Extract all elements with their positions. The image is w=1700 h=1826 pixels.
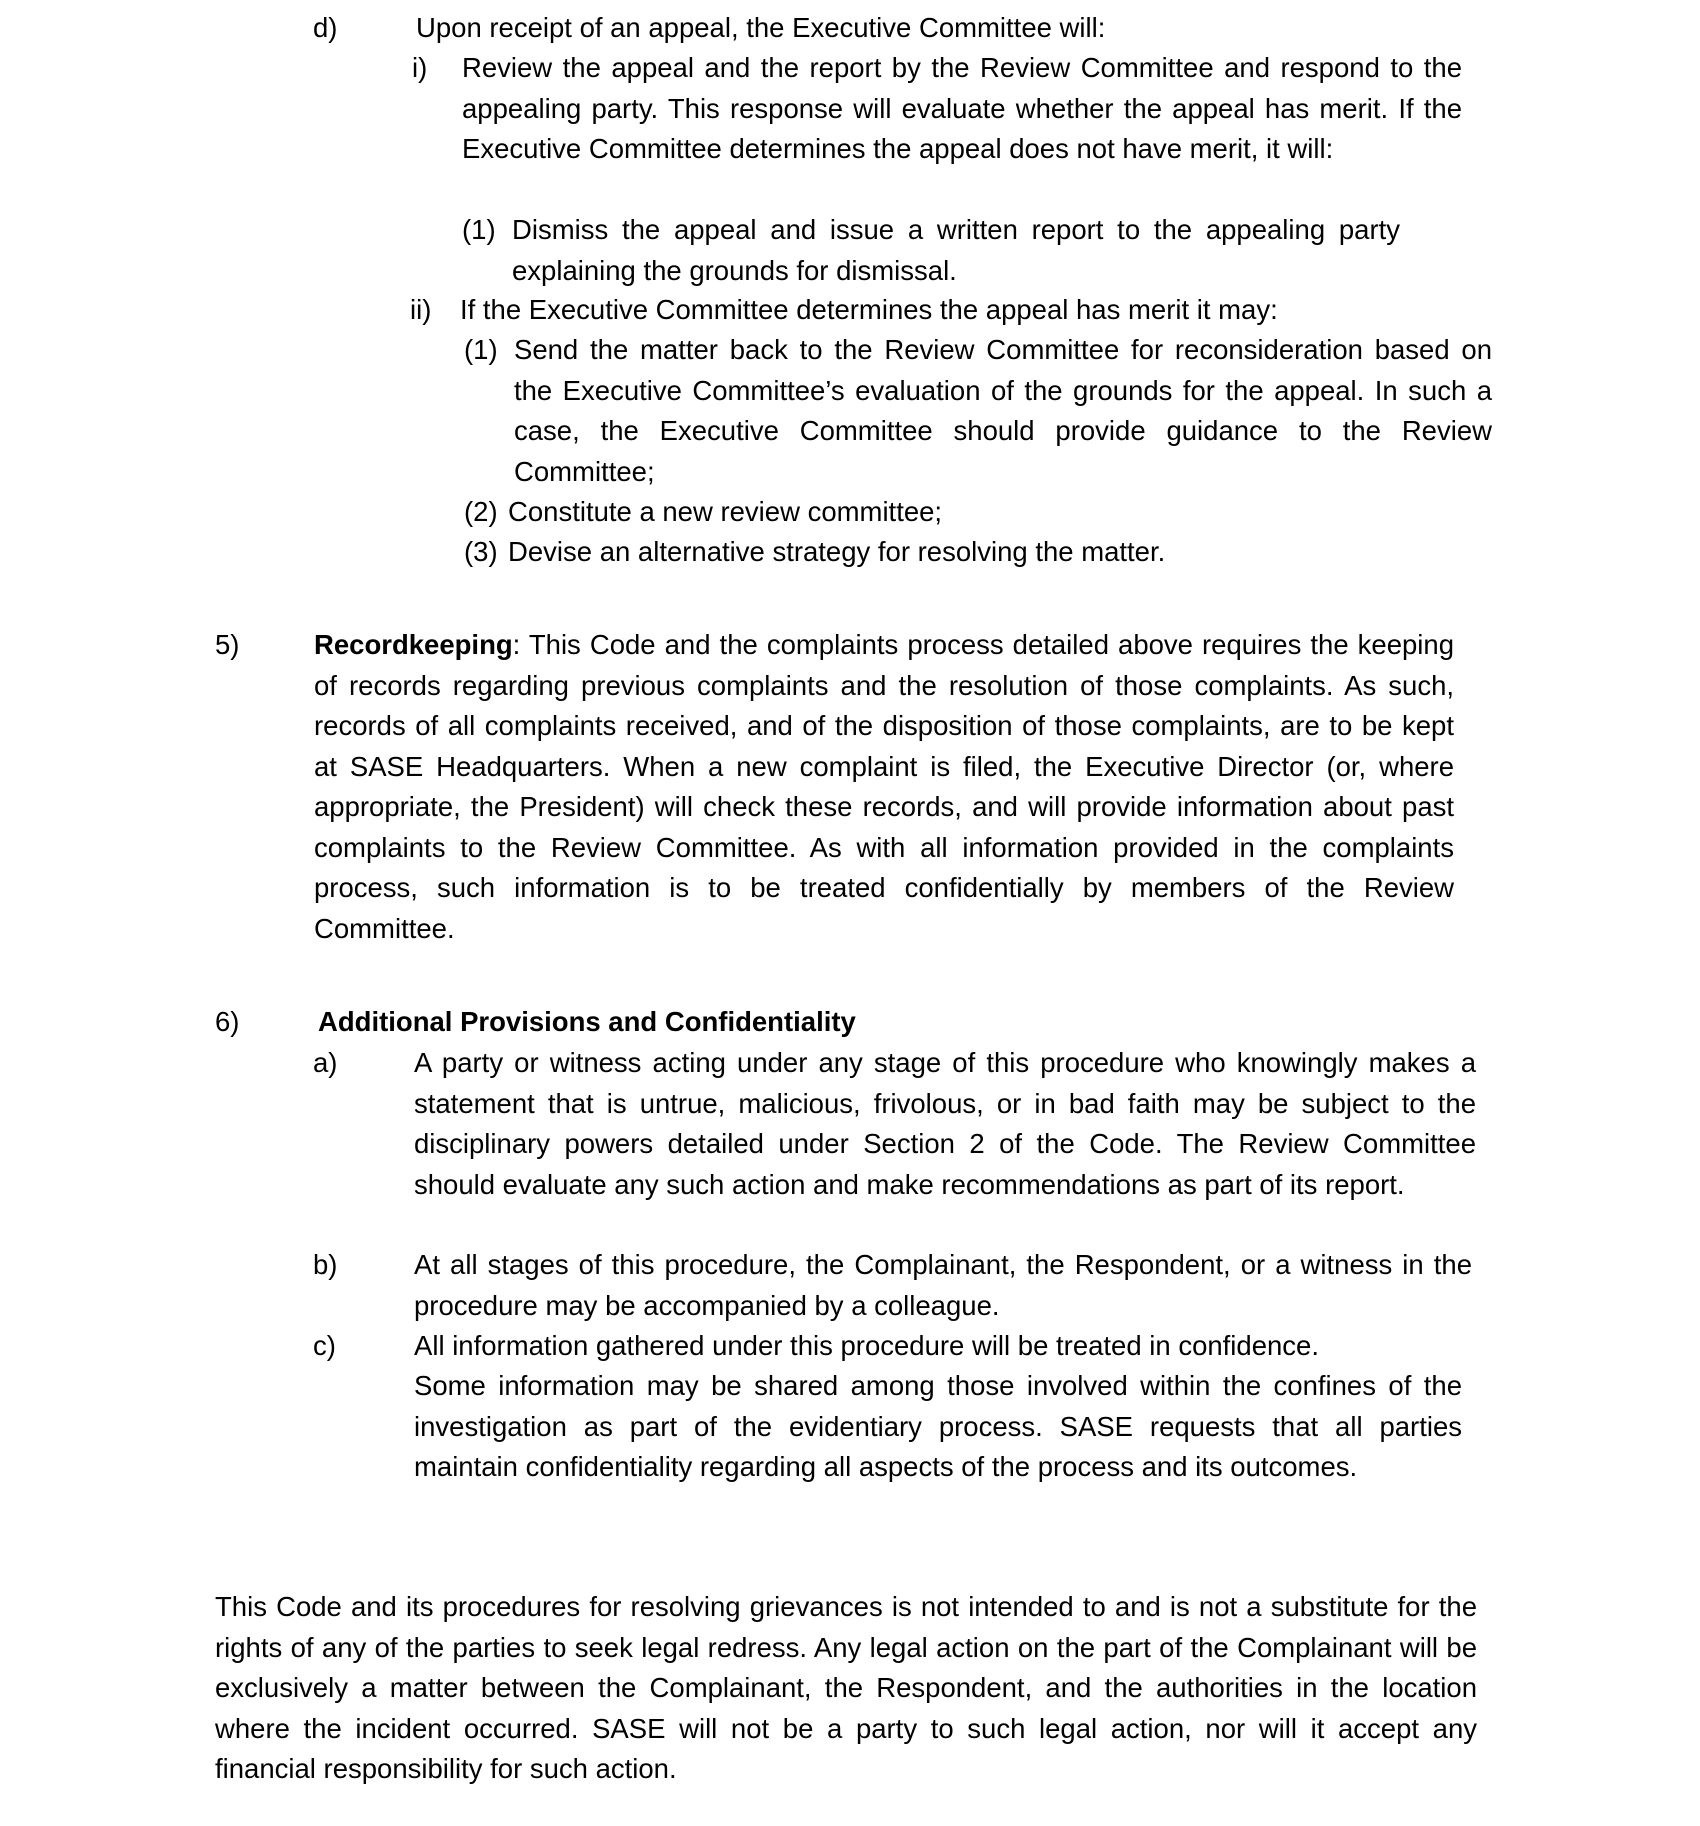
item-6c-text: Some information may be shared among those involved within the confines of the investigation as part of the evidentiary process. SASE requests that all parties maintain confidentiality regarding all aspects of the process and its outcomes.	[414, 1370, 1462, 1482]
section-6-marker: 6)	[215, 1006, 240, 1037]
item-6c-line1: All information gathered under this procedure will be treated in confidence.	[414, 1330, 1319, 1361]
item-i-sub1-text-content: Dismiss the appeal and issue a written report to the appealing party explaining the grounds for dismissal.	[512, 214, 1400, 286]
item-6b-marker: b)	[313, 1249, 338, 1280]
item-ii-sub3-marker: (3)	[464, 536, 498, 567]
section-6-heading: Additional Provisions and Confidentiality	[318, 1006, 856, 1037]
item-d-intro: Upon receipt of an appeal, the Executive Committee will:	[416, 12, 1106, 43]
section-5-heading: Recordkeeping	[314, 629, 513, 660]
item-ii-sub2-marker: (2)	[464, 496, 498, 527]
item-i-sub1-marker: (1)	[462, 214, 496, 245]
item-6a-marker: a)	[313, 1047, 338, 1078]
section-5-marker: 5)	[215, 629, 240, 660]
item-6a-text: A party or witness acting under any stage of this procedure who knowingly makes a statement that is untrue, malicious, frivolous, or in bad faith may be subject to the disciplinary powers detailed under Section 2 of the Code. The Review Committee should evaluate any such action and make recommendations as part of its report.	[414, 1047, 1476, 1200]
item-ii-sub1-text: Send the matter back to the Review Committee for reconsideration based on the Executive Committee’s evaluation of the grounds for the appeal. In such a case, the Executive Committee should provide guidance to the Review Committee;	[514, 334, 1492, 487]
item-d-marker: d)	[313, 12, 338, 43]
item-ii-sub1-marker: (1)	[464, 334, 498, 365]
item-ii-marker: ii)	[410, 294, 432, 325]
item-6b-text: At all stages of this procedure, the Complainant, the Respondent, or a witness in the procedure may be accompanied by a colleague.	[414, 1249, 1472, 1321]
item-6c-marker: c)	[313, 1330, 336, 1361]
item-ii-text: If the Executive Committee determines the appeal has merit it may:	[460, 294, 1278, 325]
section-5-colon: :	[512, 629, 521, 660]
item-ii-sub3-text: Devise an alternative strategy for resolving the matter.	[508, 536, 1166, 567]
section-5-text: This Code and the complaints process detailed above requires the keeping of records regarding previous complaints and the resolution of those complaints. As such, records of all complaints received, and of the disposition of those complaints, are to be kept at SASE Headquarters. When a new complaint is filed, the Executive Director (or, where appropriate, the President) will check these records, and will provide information about past complaints to the Review Committee. As with all information provided in the complaints process, such information is to be treated confidentially by members of the Review Committee.	[314, 629, 1454, 944]
item-i-marker: i)	[412, 52, 428, 83]
closing-paragraph: This Code and its procedures for resolving grievances is not intended to and is not a substitute for the rights of any of the parties to seek legal redress. Any legal action on the part of the Complainant will be exclusively a matter between the Complainant, the Respondent, and the authorities in the location where the incident occurred. SASE will not be a party to such legal action, nor will it accept any financial responsibility for such action.	[215, 1591, 1477, 1784]
item-i-sub1-text	[512, 210, 1400, 291]
item-i-text: Review the appeal and the report by the Review Committee and respond to the appealing party. This response will evaluate whether the appeal has merit. If the Executive Committee determines the appeal does not have merit, it will:	[462, 52, 1462, 164]
item-ii-sub2-text: Constitute a new review committee;	[508, 496, 943, 527]
section-5-paragraph	[314, 625, 1454, 949]
